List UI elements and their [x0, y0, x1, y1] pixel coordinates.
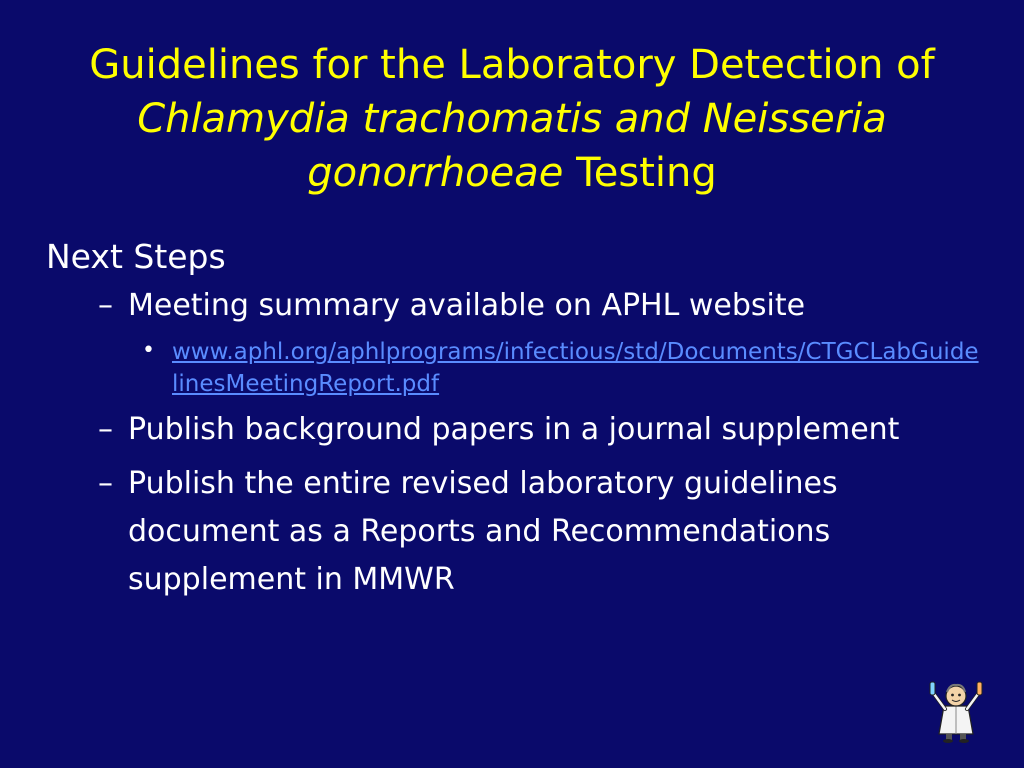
- title-line-1: Guidelines for the Laboratory Detection of: [89, 42, 935, 88]
- list-item-background-papers: [46, 406, 986, 454]
- list-item-text: Meeting summary available on APHL website: [128, 288, 806, 323]
- title-organism-name: gonorrhoeae: [307, 150, 564, 196]
- dash-marker: –: [98, 412, 113, 447]
- list-item-meeting-summary: [46, 282, 986, 330]
- sub-list-item-link: [46, 336, 986, 400]
- dash-marker: –: [98, 466, 113, 501]
- title-line-3-rest: Testing: [563, 150, 717, 196]
- bullet-marker: •: [142, 338, 155, 363]
- slide-content: [46, 232, 986, 604]
- dash-marker: –: [98, 288, 113, 323]
- title-line-3: [40, 146, 984, 200]
- list-item-text: Publish the entire revised laboratory guidelines document as a Reports and Recommendations supplement in MMWR: [128, 466, 838, 597]
- slide-title: [40, 38, 984, 200]
- list-item-text: Publish background papers in a journal supplement: [128, 412, 900, 447]
- section-heading: Next Steps: [46, 237, 226, 276]
- scientist-mascot-icon: [926, 672, 986, 744]
- list-item-mmwr-supplement: [46, 460, 986, 604]
- report-link[interactable]: www.aphl.org/aphlprograms/infectious/std/Documents/CTGCLabGuidelinesMeetingReport.pdf: [172, 339, 979, 397]
- title-line-2: Chlamydia trachomatis and Neisseria: [137, 96, 887, 142]
